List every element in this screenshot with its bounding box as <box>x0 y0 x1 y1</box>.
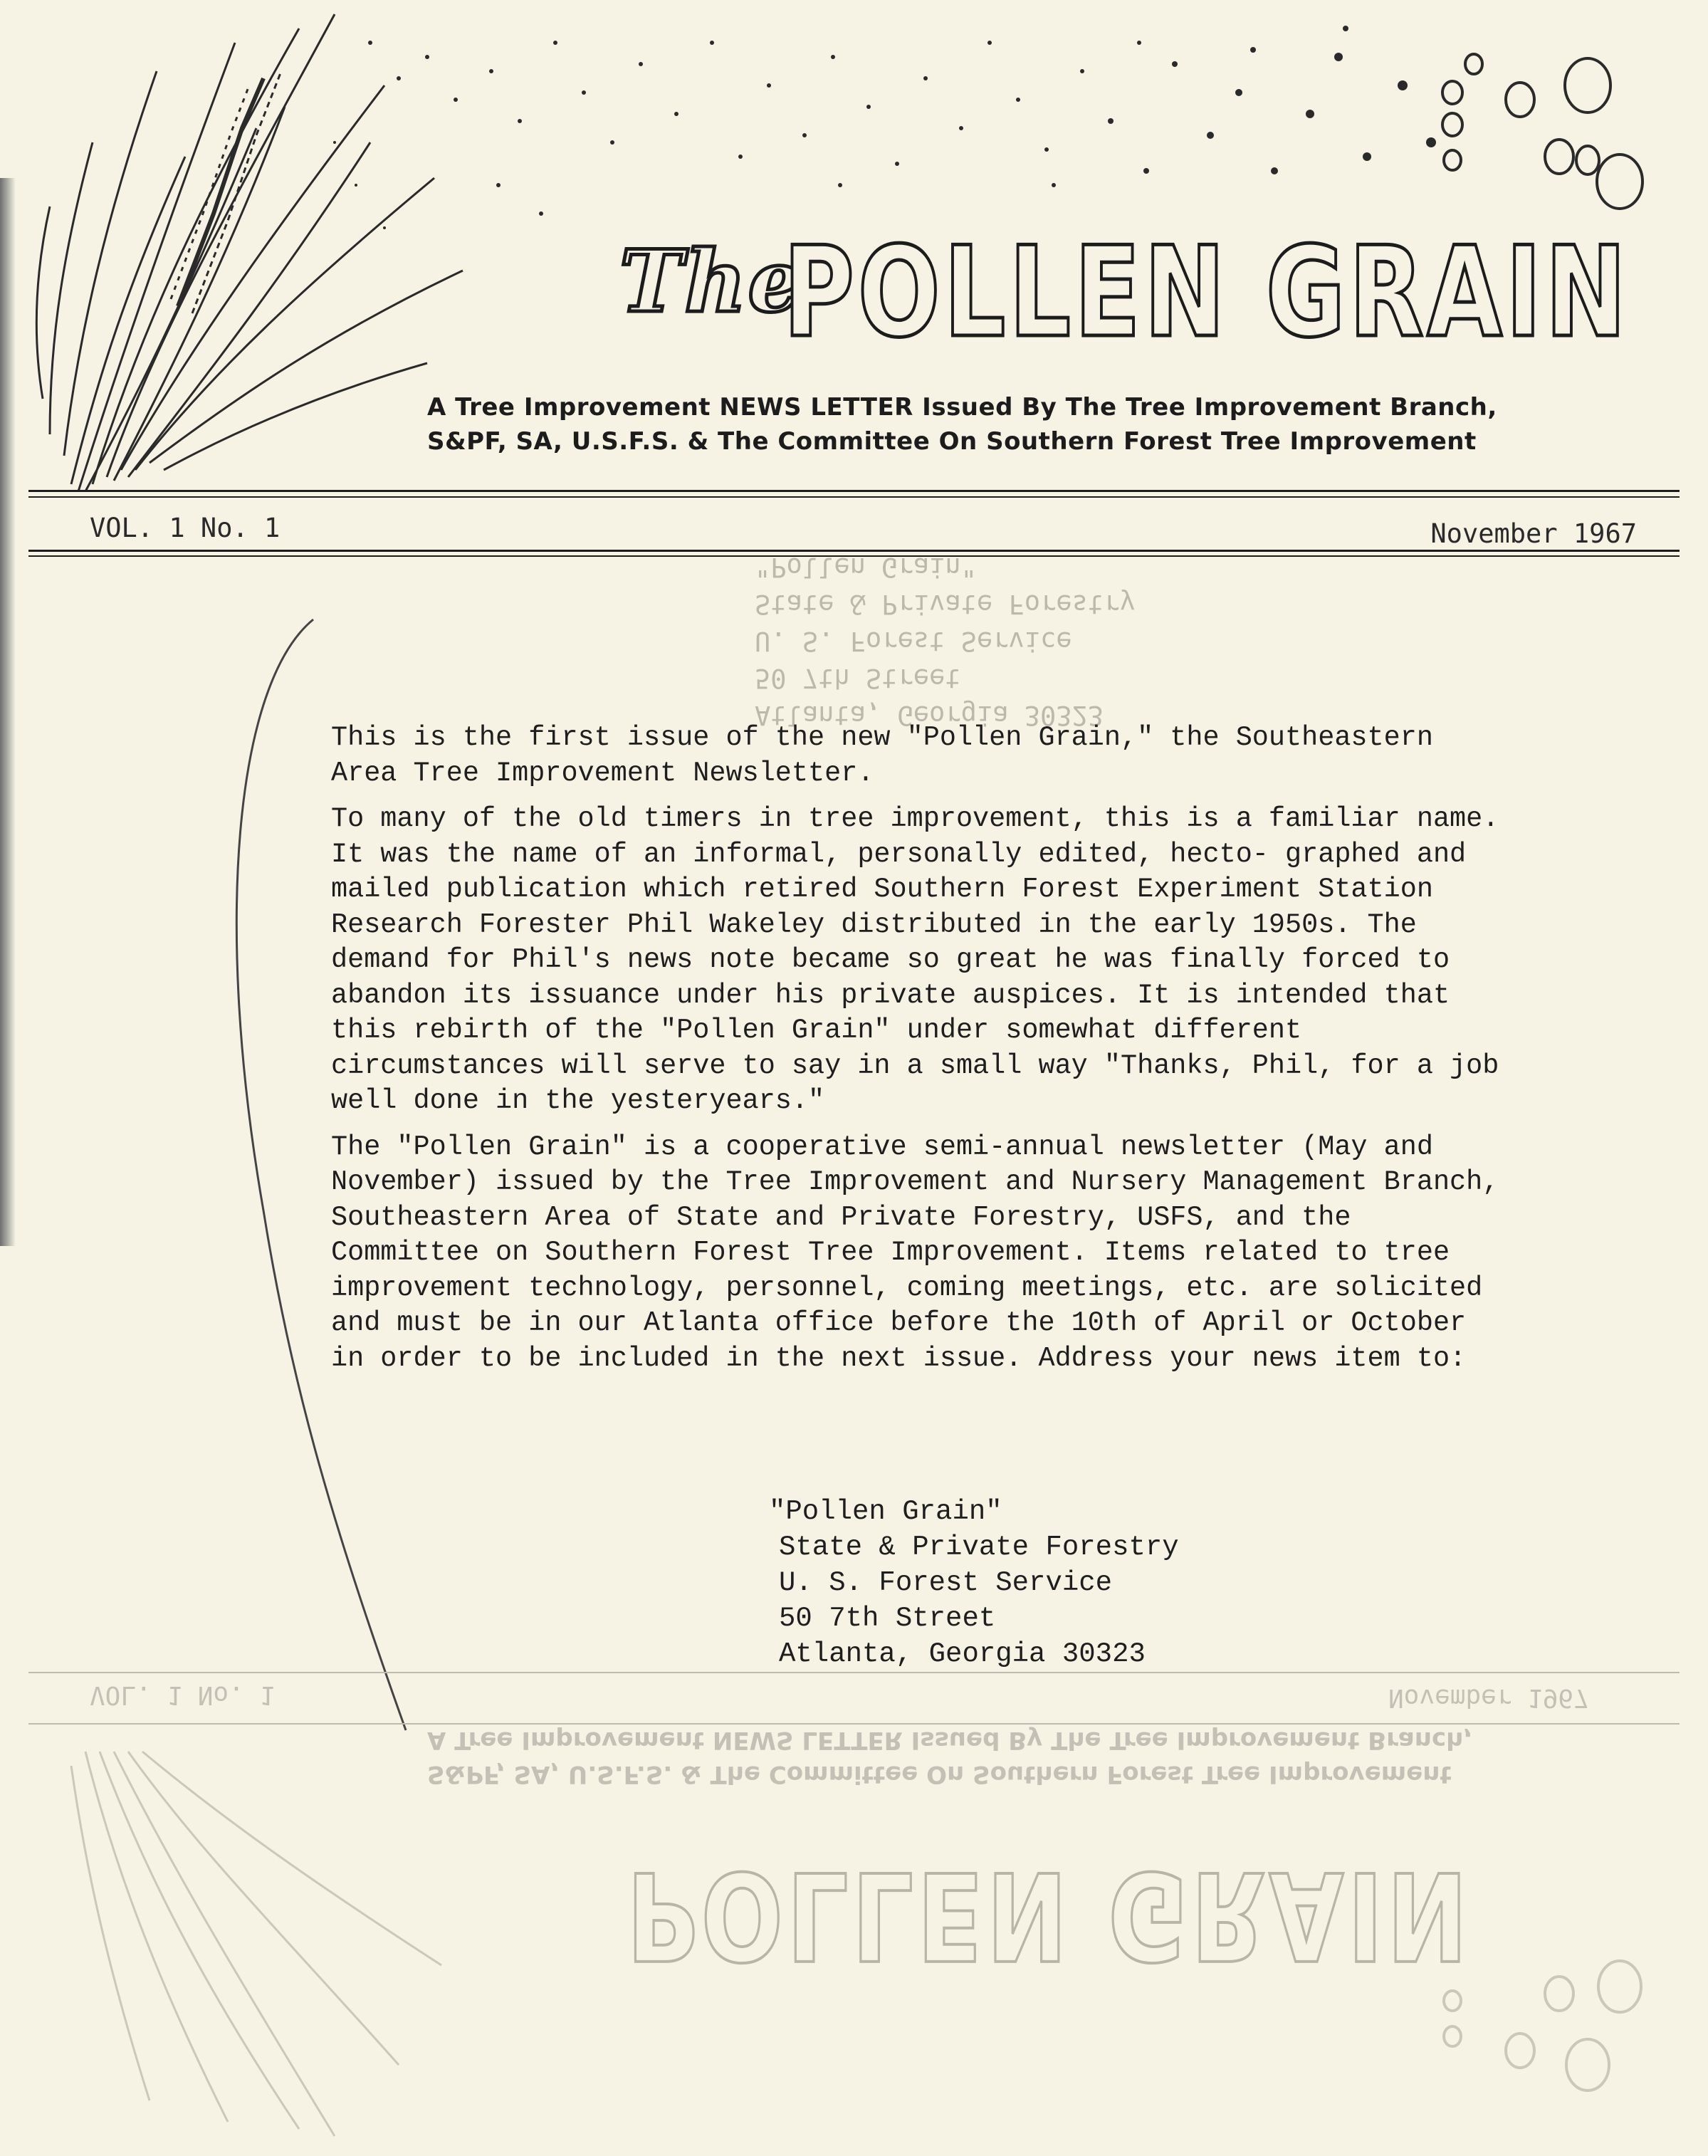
paragraph-intro: This is the first issue of the new "Pollen Grain," the Southeastern Area Tree Improvement Newsletter. <box>331 722 1433 789</box>
pollen-rings-decoration <box>1442 54 1642 209</box>
address-line-2: State & Private Forestry <box>779 1532 1179 1563</box>
address-line-4: 50 7th Street <box>779 1603 996 1634</box>
ghost-rule-1 <box>28 1672 1680 1673</box>
mailing-address <box>769 1494 1338 1672</box>
masthead-title: POLLEN GRAIN <box>783 221 1630 365</box>
masthead-the: The <box>619 231 804 332</box>
header-rule-top <box>28 490 1680 492</box>
article-body <box>331 721 1513 1387</box>
pollen-dots-decoration <box>333 26 1436 229</box>
subtitle-line-2: S&PF, SA, U.S.F.S. & The Committee On Southern Forest Tree Improvement <box>427 427 1477 456</box>
masthead-subtitle <box>427 390 1602 459</box>
header-rule-top-2 <box>28 496 1680 498</box>
bleed-line: U. S. Forest Service <box>755 626 1072 656</box>
subtitle-line-1: A Tree Improvement NEWS LETTER Issued By The Tree Improvement Branch, <box>427 393 1497 422</box>
ghost-subtitle-line-1: A Tree Improvement NEWS LETTER Issued By The Tree Improvement Branch, <box>427 1726 1473 1754</box>
ghost-pine-needles <box>71 1752 441 2136</box>
ghost-pollen-rings <box>1444 1961 1641 2090</box>
bleed-line: State & Private Forestry <box>755 589 1136 619</box>
ghost-volume: VOL. 1 No. 1 <box>90 1680 276 1710</box>
volume-number: VOL. 1 No. 1 <box>90 513 281 543</box>
bleed-through-address <box>755 548 1395 733</box>
ghost-subtitle-line-2: S&PF, SA, U.S.F.S. & The Committee On Southern Forest Tree Improvement <box>427 1760 1452 1789</box>
paragraph-history: To many of the old timers in tree improvement, this is a familiar name. It was the name of an informal, personally edited, hecto- graphed and mailed publication which retired Southern Forest Experiment Station Research Forester Phil Wakeley distributed in the early 1950s. The demand for Phil's news note became so great he was finally forced to abandon its issuance under his private auspices. It is intended that this rebirth of the "Pollen Grain" under somewhat different circumstances will serve to say in a small way "Thanks, Phil, for a job well done in the yesteryears." <box>331 803 1499 1116</box>
ghost-date: November 1967 <box>1388 1683 1589 1712</box>
pine-needles-illustration <box>36 14 463 491</box>
ghost-masthead-title: POLLEN GRAIN <box>627 1844 1472 1985</box>
address-line-1: "Pollen Grain" <box>769 1496 1002 1527</box>
address-line-5: Atlanta, Georgia 30323 <box>779 1638 1146 1670</box>
page-edge-shadow <box>0 178 16 1246</box>
bleed-line: 50 7th Street <box>755 663 961 694</box>
bleed-line: Atlanta, Georgia 30323 <box>755 700 1104 731</box>
address-line-3: U. S. Forest Service <box>779 1567 1113 1598</box>
issue-date: November 1967 <box>1430 518 1637 549</box>
ghost-subtitle <box>427 1723 1602 1791</box>
bleed-line: "Pollen Grain" <box>755 552 977 582</box>
paragraph-submissions: The "Pollen Grain" is a cooperative semi-annual newsletter (May and November) issued by the Tree Improvement and Nursery Management Branch, Southeastern Area of State and Private Forestry, USFS, and the Committee on Southern Forest Tree Improvement. Items related to tree improvement technology, personnel, coming meetings, etc. are solicited and must be in our Atlanta office before the 10th of April or October in order to be included in the next issue. Address your news item to: <box>331 1131 1499 1374</box>
